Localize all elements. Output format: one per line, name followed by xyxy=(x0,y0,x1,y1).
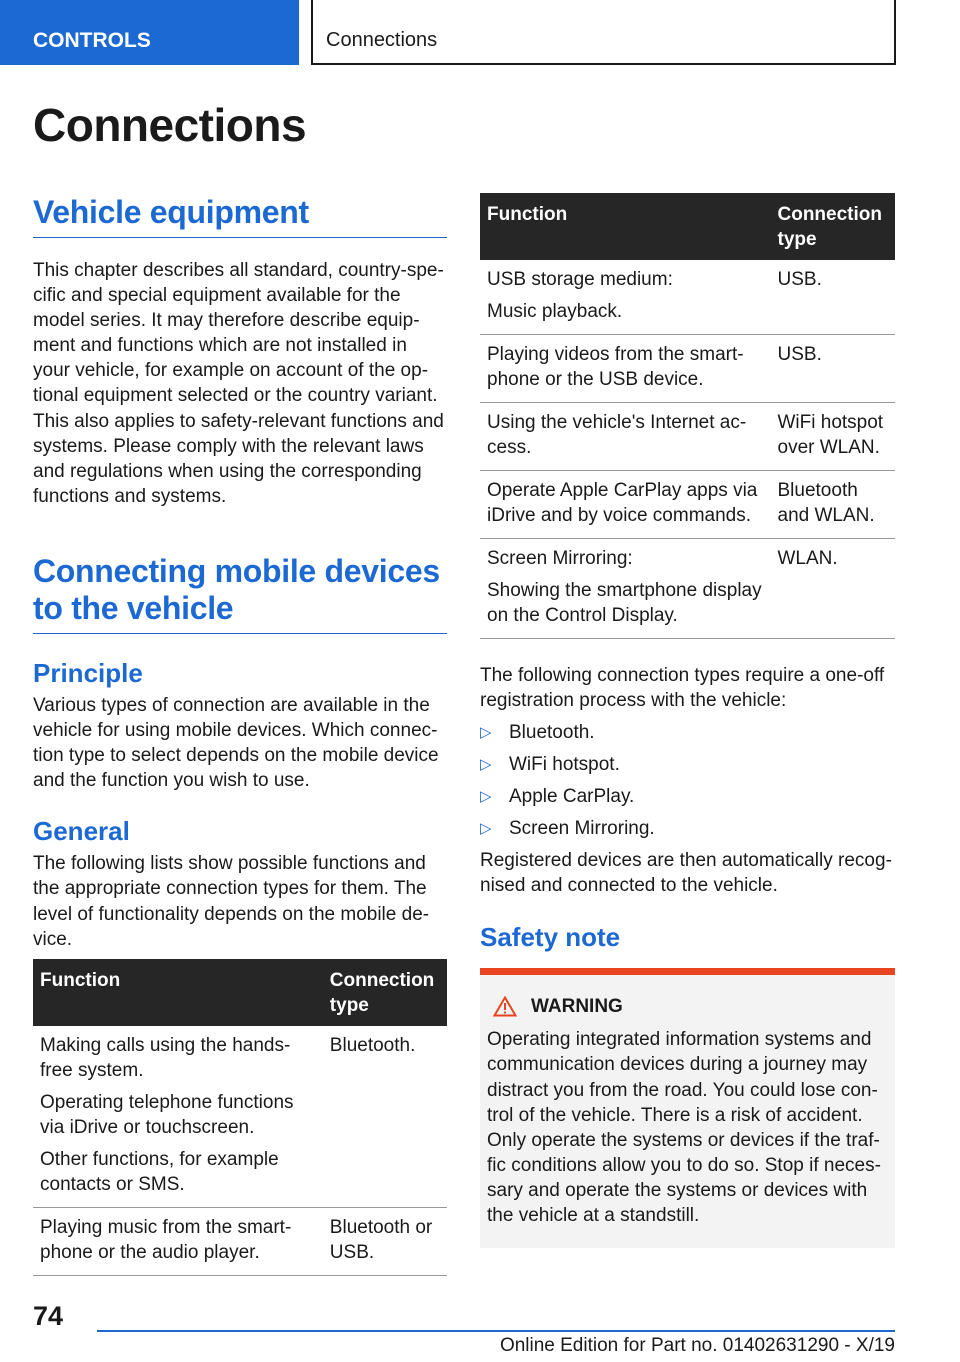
cell-text: Using the vehicle's Internet access. xyxy=(487,412,747,458)
table-cell-type: Bluetooth or USB. xyxy=(323,1207,447,1275)
page-title: Connections xyxy=(33,99,307,151)
cell-text: Operating telephone functions via iDrive or touchscreen. xyxy=(40,1091,294,1138)
footer-edition: Online Edition for Part no. 01402631290 - X/19 xyxy=(97,1330,895,1357)
table-cell-type: Bluetooth and WLAN. xyxy=(771,471,896,539)
table-cell-function xyxy=(480,471,771,539)
table-cell-type: USB. xyxy=(771,260,896,335)
list-item xyxy=(480,752,895,777)
left-column xyxy=(33,194,447,1276)
table-cell-function xyxy=(33,1026,323,1208)
heading-general: General xyxy=(33,816,130,847)
section-tab: CONTROLS xyxy=(0,0,299,65)
registration-outro: Registered devices are then automatically recognised and connected to the vehicle. xyxy=(480,850,892,897)
table-header-function: Function xyxy=(33,959,323,1026)
list-item-label: Apple CarPlay. xyxy=(509,786,635,808)
table-cell-type: Bluetooth. xyxy=(323,1026,447,1208)
triangle-bullet-icon: ▷ xyxy=(480,788,492,806)
cell-text: Other functions, for example contacts or SMS. xyxy=(40,1148,279,1195)
table-row xyxy=(480,260,895,335)
right-column xyxy=(480,193,895,1248)
table-header-function: Function xyxy=(480,193,771,260)
principle-text: Various types of connection are available in the vehicle for using mobile devices. Which connection type to select depends on the mobile device and the function you wish to use. xyxy=(33,694,439,792)
list-item-label: Bluetooth. xyxy=(509,722,595,744)
warning-text: Operating integrated information systems and communication devices during a journey may distract you from the road. You could lose control of the vehicle. There is a risk of accident. Only operate the systems or devices if the traffic conditions allow you to do so. Stop if necessary and operate the systems or devices with the vehicle at a standstill. xyxy=(487,1029,881,1227)
cell-text: Music playback. xyxy=(487,301,623,322)
list-item-label: WiFi hotspot. xyxy=(509,754,620,776)
general-text: The following lists show possible functions and the appropriate connection types for them. The level of functionality depends on the mobile device. xyxy=(33,853,430,950)
warning-header xyxy=(487,994,888,1019)
connection-table-1 xyxy=(33,959,447,1276)
vehicle-equipment-text: This chapter describes all standard, country-specific and special equipment available for the model series. It may therefore describe equipment and functions which are not installed in your vehicle, for example on account of the optional equipment selected or the country variant. This also applies to safety-relevant functions and systems. Please comply with the relevant laws and regulations when using the corresponding functions and systems. xyxy=(33,260,444,507)
heading-connecting-devices: Connecting mobile devices to the vehicle xyxy=(33,553,447,634)
table-row xyxy=(480,335,895,403)
cell-text: Making calls using the hands-free system. xyxy=(40,1034,291,1081)
table-cell-function xyxy=(480,403,771,471)
triangle-bullet-icon: ▷ xyxy=(480,820,492,838)
list-item xyxy=(480,816,895,841)
cell-text: Operate Apple CarPlay apps via iDrive and by voice commands. xyxy=(487,480,758,526)
table-header-row xyxy=(33,959,447,1026)
list-item xyxy=(480,784,895,809)
table-cell-function xyxy=(33,1207,323,1275)
registration-list xyxy=(480,720,895,841)
warning-label: WARNING xyxy=(531,996,623,1018)
cell-text: Playing videos from the smartphone or the USB device. xyxy=(487,344,744,390)
triangle-bullet-icon: ▷ xyxy=(480,724,492,742)
warning-box xyxy=(480,968,895,1248)
table-header-connection-type: Connection type xyxy=(323,959,447,1026)
page-number: 74 xyxy=(33,1301,64,1331)
registration-intro: The following connection types require a one-off registration process with the vehicle: xyxy=(480,665,885,712)
table-header-row xyxy=(480,193,895,260)
cell-text: Screen Mirroring: xyxy=(487,548,633,569)
cell-text: USB storage medium: xyxy=(487,269,673,290)
warning-triangle-icon xyxy=(493,996,517,1017)
list-item xyxy=(480,720,895,745)
heading-principle: Principle xyxy=(33,657,143,688)
table-cell-function xyxy=(480,335,771,403)
table-row xyxy=(33,1026,447,1208)
table-cell-type: WiFi hotspot over WLAN. xyxy=(771,403,896,471)
table-cell-type: WLAN. xyxy=(771,539,896,639)
table-cell-function xyxy=(480,260,771,335)
connection-table-2 xyxy=(480,193,895,639)
table-header-connection-type: Connection type xyxy=(771,193,896,260)
list-item-label: Screen Mirroring. xyxy=(509,818,655,840)
heading-vehicle-equipment: Vehicle equipment xyxy=(33,194,447,238)
table-row xyxy=(480,403,895,471)
table-row xyxy=(33,1207,447,1275)
header-title: Connections xyxy=(311,0,896,65)
triangle-bullet-icon: ▷ xyxy=(480,756,492,774)
heading-safety-note: Safety note xyxy=(480,922,621,953)
table-cell-function xyxy=(480,539,771,639)
table-row xyxy=(480,539,895,639)
cell-text: Playing music from the smartphone or the audio player. xyxy=(40,1216,292,1263)
table-row xyxy=(480,471,895,539)
table-cell-type: USB. xyxy=(771,335,896,403)
cell-text: Showing the smartphone display on the Control Display. xyxy=(487,580,762,626)
